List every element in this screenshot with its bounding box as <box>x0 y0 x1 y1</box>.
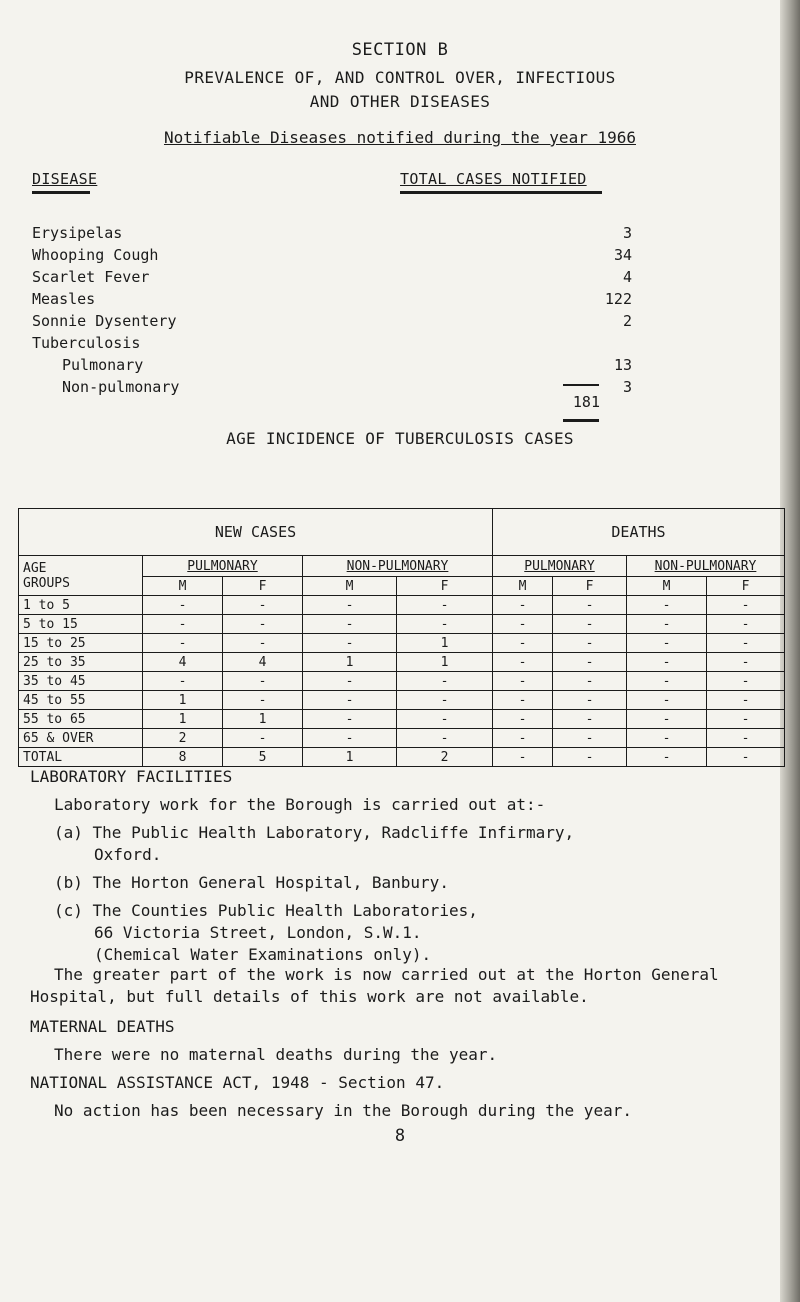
table-cell: - <box>627 748 707 767</box>
table-cell: - <box>627 596 707 615</box>
table-cell: 1 <box>223 710 303 729</box>
table-cell: - <box>223 615 303 634</box>
age-group-cell: 15 to 25 <box>19 634 143 653</box>
table-row <box>19 691 785 710</box>
table-cell: - <box>707 653 785 672</box>
male-header: M <box>143 577 223 596</box>
table-cell: - <box>303 691 397 710</box>
table-row <box>19 615 785 634</box>
page-number: 8 <box>394 1126 406 1146</box>
list-item <box>32 334 632 356</box>
female-header: F <box>553 577 627 596</box>
lab-item-c-line3: (Chemical Water Examinations only). <box>94 945 432 964</box>
list-item <box>32 312 632 334</box>
list-item <box>32 246 632 268</box>
lab-item-c-line1: (c) The Counties Public Health Laboratories, <box>54 901 478 920</box>
table-cell: - <box>397 596 493 615</box>
table-cell: - <box>553 596 627 615</box>
table-cell: - <box>627 615 707 634</box>
table-cell: 1 <box>303 653 397 672</box>
table-row <box>19 672 785 691</box>
national-assistance-body: No action has been necessary in the Borough during the year. <box>54 1101 632 1120</box>
disease-count: 13 <box>613 356 632 374</box>
table-cell: - <box>493 653 553 672</box>
table-cell: - <box>493 729 553 748</box>
table-cell: 2 <box>397 748 493 767</box>
new-non-pulmonary-header: NON-PULMONARY <box>303 556 493 577</box>
subtitle-text: Notifiable Diseases notified during the year 1966 <box>163 128 636 147</box>
total-cases-value: 181 <box>572 393 600 411</box>
laboratory-intro: Laboratory work for the Borough is carried out at:- <box>54 795 546 814</box>
table-cell: - <box>707 748 785 767</box>
table-cell: - <box>397 691 493 710</box>
page-title <box>0 66 800 114</box>
age-group-cell: 35 to 45 <box>19 672 143 691</box>
disease-count: 4 <box>622 268 632 286</box>
lab-item-b: (b) The Horton General Hospital, Banbury. <box>54 873 449 892</box>
table-cell: - <box>397 729 493 748</box>
table-cell: - <box>553 691 627 710</box>
table-total-row <box>19 748 785 767</box>
table-row <box>19 653 785 672</box>
title-line-2: AND OTHER DISEASES <box>309 92 491 111</box>
table-cell: - <box>553 710 627 729</box>
table-cell: - <box>627 634 707 653</box>
total-cases-column-header: TOTAL CASES NOTIFIED <box>400 170 587 188</box>
table-row <box>19 710 785 729</box>
deaths-pulmonary-header: PULMONARY <box>493 556 627 577</box>
table-cell: 8 <box>143 748 223 767</box>
deaths-non-pulmonary-header: NON-PULMONARY <box>627 556 785 577</box>
table-cell: - <box>493 691 553 710</box>
table-cell: - <box>303 634 397 653</box>
new-cases-header: NEW CASES <box>19 509 493 556</box>
disease-name: Scarlet Fever <box>32 268 150 286</box>
lab-item-c-line2: 66 Victoria Street, London, S.W.1. <box>94 923 422 942</box>
table-cell: 4 <box>143 653 223 672</box>
notifiable-subtitle <box>0 128 800 147</box>
tuberculosis-age-table <box>18 508 785 767</box>
table-cell: - <box>553 748 627 767</box>
table-cell: - <box>707 710 785 729</box>
lab-item-a-line2: Oxford. <box>94 845 162 864</box>
table-cell: - <box>493 672 553 691</box>
table-cell: - <box>627 729 707 748</box>
title-line-1: PREVALENCE OF, AND CONTROL OVER, INFECTIOUS <box>184 68 616 87</box>
table-cell: 1 <box>397 634 493 653</box>
age-group-cell: 55 to 65 <box>19 710 143 729</box>
table-cell: - <box>143 672 223 691</box>
total-double-rule <box>563 419 599 422</box>
table-cell: - <box>493 710 553 729</box>
table-cell: - <box>627 710 707 729</box>
age-group-cell: 1 to 5 <box>19 596 143 615</box>
table-cell: - <box>707 634 785 653</box>
maternal-deaths-body: There were no maternal deaths during the year. <box>54 1045 498 1064</box>
list-item <box>32 268 632 290</box>
table-cell: - <box>627 672 707 691</box>
table-cell: - <box>223 729 303 748</box>
table-row <box>19 596 785 615</box>
disease-count: 122 <box>604 290 632 308</box>
table-cell: - <box>397 710 493 729</box>
disease-name: Erysipelas <box>32 224 123 242</box>
total-header-rule <box>400 191 602 194</box>
age-group-cell: 65 & OVER <box>19 729 143 748</box>
total-sum-line <box>563 384 599 386</box>
table-cell: - <box>493 634 553 653</box>
age-label: AGE <box>23 560 47 576</box>
female-header: F <box>397 577 493 596</box>
table-cell: 1 <box>143 691 223 710</box>
table-cell: - <box>143 634 223 653</box>
table-cell: - <box>223 672 303 691</box>
table-cell: 5 <box>223 748 303 767</box>
age-group-cell: 5 to 15 <box>19 615 143 634</box>
male-header: M <box>627 577 707 596</box>
national-assistance-heading: NATIONAL ASSISTANCE ACT, 1948 - Section 47. <box>30 1073 445 1092</box>
disease-name: Whooping Cough <box>32 246 159 264</box>
deaths-header: DEATHS <box>493 509 785 556</box>
laboratory-heading: LABORATORY FACILITIES <box>30 767 233 786</box>
table-cell: - <box>303 729 397 748</box>
table-cell: - <box>553 634 627 653</box>
female-header: F <box>223 577 303 596</box>
disease-column-header: DISEASE <box>32 170 98 188</box>
list-item <box>32 290 632 312</box>
tb-table-title: AGE INCIDENCE OF TUBERCULOSIS CASES <box>226 429 574 448</box>
lab-item-a-line1: (a) The Public Health Laboratory, Radcliffe Infirmary, <box>54 823 575 842</box>
disease-count: 3 <box>622 224 632 242</box>
female-header: F <box>707 577 785 596</box>
age-groups-header <box>19 556 143 596</box>
table-cell: 4 <box>223 653 303 672</box>
table-cell: - <box>553 672 627 691</box>
table-cell: - <box>397 615 493 634</box>
table-cell: 1 <box>143 710 223 729</box>
table-cell: - <box>303 615 397 634</box>
age-group-cell: 45 to 55 <box>19 691 143 710</box>
table-cell: - <box>223 634 303 653</box>
table-cell: - <box>303 596 397 615</box>
disease-name: Sonnie Dysentery <box>32 312 177 330</box>
disease-header-rule <box>32 191 90 194</box>
laboratory-paragraph: The greater part of the work is now carried out at the Horton General Hospital, but full details of this work are not available. <box>30 965 719 1006</box>
disease-name: Measles <box>32 290 96 308</box>
table-cell: - <box>553 653 627 672</box>
disease-count: 3 <box>622 378 632 396</box>
table-cell: - <box>627 691 707 710</box>
table-cell: - <box>493 748 553 767</box>
table-cell: - <box>553 615 627 634</box>
groups-label: GROUPS <box>23 575 70 591</box>
male-header: M <box>303 577 397 596</box>
lab-item-a <box>54 822 574 866</box>
table-cell: - <box>627 653 707 672</box>
table-cell: - <box>303 672 397 691</box>
list-item <box>32 356 632 378</box>
table-cell: - <box>707 596 785 615</box>
table-cell: - <box>707 691 785 710</box>
table-cell: 2 <box>143 729 223 748</box>
age-group-cell: 25 to 35 <box>19 653 143 672</box>
table-cell: - <box>553 729 627 748</box>
table-cell: 1 <box>303 748 397 767</box>
disease-count: 2 <box>622 312 632 330</box>
table-cell: - <box>143 615 223 634</box>
maternal-deaths-heading: MATERNAL DEATHS <box>30 1017 175 1036</box>
table-cell: - <box>707 729 785 748</box>
notified-diseases-list <box>32 224 632 400</box>
table-row <box>19 634 785 653</box>
table-cell: - <box>223 691 303 710</box>
male-header: M <box>493 577 553 596</box>
new-pulmonary-header: PULMONARY <box>143 556 303 577</box>
list-item <box>32 224 632 246</box>
table-cell: - <box>493 615 553 634</box>
lab-item-c <box>54 900 478 966</box>
disease-name: Pulmonary <box>62 356 144 374</box>
table-cell: - <box>397 672 493 691</box>
table-cell: - <box>493 596 553 615</box>
table-cell: - <box>707 672 785 691</box>
total-label-cell: TOTAL <box>19 748 143 767</box>
disease-count: 34 <box>613 246 632 264</box>
disease-name: Tuberculosis <box>32 334 141 352</box>
table-row <box>19 729 785 748</box>
table-cell: 1 <box>397 653 493 672</box>
disease-name: Non-pulmonary <box>62 378 180 396</box>
table-cell: - <box>143 596 223 615</box>
table-cell: - <box>223 596 303 615</box>
section-heading: SECTION B <box>351 40 449 60</box>
table-cell: - <box>303 710 397 729</box>
table-cell: - <box>707 615 785 634</box>
